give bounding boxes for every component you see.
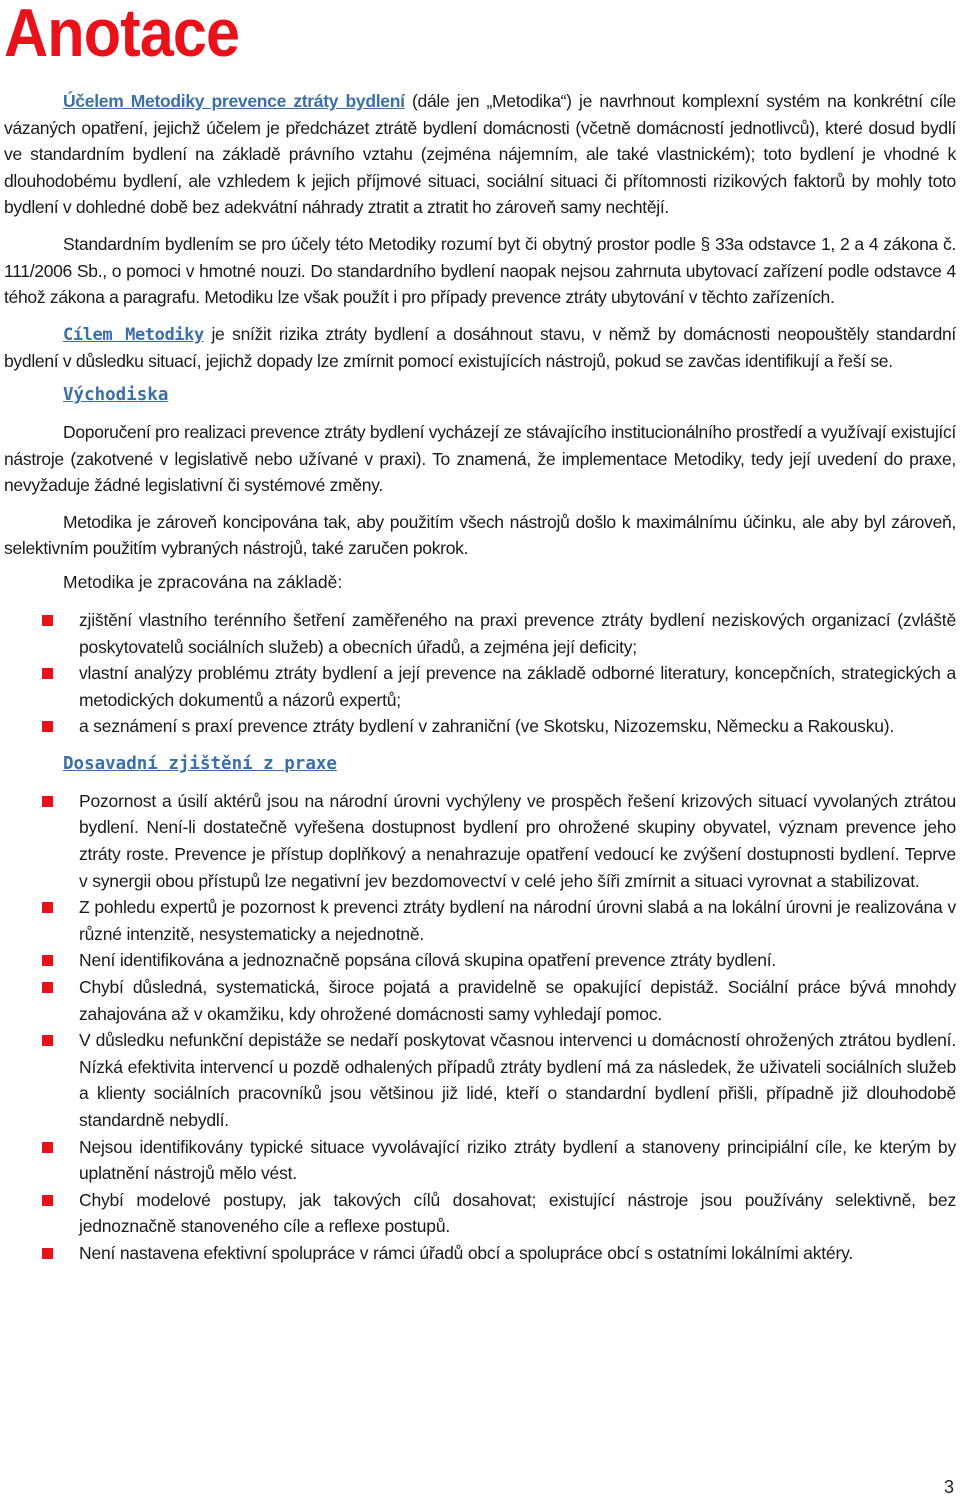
bullet-square-icon (42, 1248, 53, 1259)
paragraph-recommendations: Doporučení pro realizaci prevence ztráty bydlení vycházejí ze stávajícího institucionálního prostředí a využívají existující nástroje (zakotvené v legislativě nebo užívané v praxi). To znamená, že implementace Metodiky, tedy její uvedení do praxe, nevyžaduje žádné legislativní či systémové změny. (4, 421, 956, 496)
bullet-square-icon (42, 721, 53, 732)
bullet-square-icon (42, 615, 53, 626)
bullet-square-icon (42, 1035, 53, 1046)
list-item: Pozornost a úsilí aktérů jsou na národní úrovni vychýleny ve prospěch řešení krizových situací vyvolaných ztrátou bydlení. Není-li dostatečně vyřešena dostupnost bydlení pro ohrožené skupiny obyvatel, význam prevence jeho ztráty roste. Prevence je přístup doplňkový a nenahrazuje opatření vedoucí ke zvýšení dostupnosti bydlení. Teprve v synergii obou přístupů lze negativní jev bezdomovectví v celé jeho šíři zmírnit a situaci vyrovnat a stabilizovat. (4, 788, 956, 894)
list-item: Chybí důsledná, systematická, široce pojatá a pravidelně se opakující depistáž. Sociální práce bývá mnohdy zahajována až v okamžiku, kdy ohrožené domácnosti samy vyhledají pomoc. (4, 974, 956, 1027)
page-title: Anotace (4, 0, 240, 71)
bullet-square-icon (42, 668, 53, 679)
bullet-square-icon (42, 902, 53, 913)
list-item: vlastní analýzy problému ztráty bydlení a její prevence na základě odborné literatury, koncepčních, strategických a metodických dokumentů a názorů expertů; (4, 660, 956, 713)
paragraph-standard-housing: Standardním bydlením se pro účely této Metodiky rozumí byt či obytný prostor podle § 33a odstavce 1, 2 a 4 zákona č. 111/2006 Sb., o pomoci v hmotné nouzi. Do standardního bydlení naopak nejsou zahrnuta ubytovací zařízení podle odstavce 4 téhož zákona a paragrafu. Metodiku lze však použít i pro případy prevence ztráty ubytování v těchto zařízeních. (4, 233, 956, 308)
section-heading-findings[interactable]: Dosavadní zjištění z praxe (63, 753, 337, 774)
goal-text: je snížit rizika ztráty bydlení a dosáhnout stavu, v němž by domácnosti neopouštěly standardní bydlení v důsledku situací, jejichž dopady lze zmírnit pomocí existujících nástrojů, pokud se zavčas identifikují a řeší se. (4, 323, 956, 372)
basis-list (4, 607, 956, 740)
list-item: Není identifikována a jednoznačně popsána cílová skupina opatření prevence ztráty bydlení. (4, 947, 956, 974)
list-intro: Metodika je zpracována na základě: (63, 571, 343, 592)
list-item: a seznámení s praxí prevence ztráty bydlení v zahraniční (ve Skotsku, Nizozemsku, Německu a Rakousku). (4, 713, 956, 740)
list-item: Chybí modelové postupy, jak takových cílů dosahovat; existující nástroje jsou používány selektivně, bez jednoznačně stanoveného cíle a reflexe postupů. (4, 1187, 956, 1240)
page-number: 3 (943, 1477, 954, 1497)
paragraph-methodology: Metodika je zároveň koncipována tak, aby použitím všech nástrojů došlo k maximálnímu účinku, ale aby byl zároveň, selektivním použitím vybraných nástrojů, také zaručen pokrok. (4, 511, 956, 559)
bullet-square-icon (42, 1195, 53, 1206)
bullet-square-icon (42, 1142, 53, 1153)
purpose-text: (dále jen „Metodika“) je navrhnout komplexní systém na konkrétní cíle vázaných opatření, jejichž účelem je předcházet ztrátě bydlení domácnosti (včetně domácností jednotlivců), které dosud bydlí ve standardním bydlení na základě právního vztahu (zejména nájemním, ale také vlastnickém); toto bydlení je vhodné k dlouhodobému bydlení, ale vzhledem k jejich příjmové situaci, sociální situaci či přítomnosti rizikových faktorů by mohly toto bydlení v dohledné době bez adekvátní náhrady ztratit a ztratit ho zároveň samy nechtějí. (4, 91, 956, 218)
findings-list (4, 788, 956, 1267)
section-heading-basis[interactable]: Východiska (63, 384, 169, 405)
list-item: Nejsou identifikovány typické situace vyvolávající riziko ztráty bydlení a stanoveny principiální cíle, ke kterým by uplatnění nástrojů mělo vést. (4, 1134, 956, 1187)
list-item: V důsledku nefunkční depistáže se nedaří poskytovat včasnou intervenci u domácností ohrožených ztrátou bydlení. Nízká efektivita intervencí u pozdě odhalených případů ztráty bydlení má za následek, že uživateli sociálních služeb a klienty sociálních pracovníků jsou většinou již lidé, kteří o standardní bydlení přišli, případně již dlouhodobě standardně nebydlí. (4, 1027, 956, 1133)
list-item: Z pohledu expertů je pozornost k prevenci ztráty bydlení na národní úrovni slabá a na lokální úrovni je realizována v různé intenzitě, nesystematicky a nejednotně. (4, 894, 956, 947)
paragraph-purpose (4, 88, 956, 221)
document-body (4, 88, 956, 1267)
paragraph-goal (4, 321, 956, 375)
bullet-square-icon (42, 982, 53, 993)
list-item: Není nastavena efektivní spolupráce v rámci úřadů obcí a spolupráce obcí s ostatními lokálními aktéry. (4, 1240, 956, 1267)
purpose-link[interactable]: Účelem Metodiky prevence ztráty bydlení (63, 91, 405, 111)
bullet-square-icon (42, 955, 53, 966)
list-item: zjištění vlastního terénního šetření zaměřeného na praxi prevence ztráty bydlení neziskových organizací (zvláště poskytovatelů sociálních služeb) a obecních úřadů, a zejména její deficity; (4, 607, 956, 660)
bullet-square-icon (42, 796, 53, 807)
goal-link[interactable]: Cílem Metodiky (63, 324, 204, 345)
